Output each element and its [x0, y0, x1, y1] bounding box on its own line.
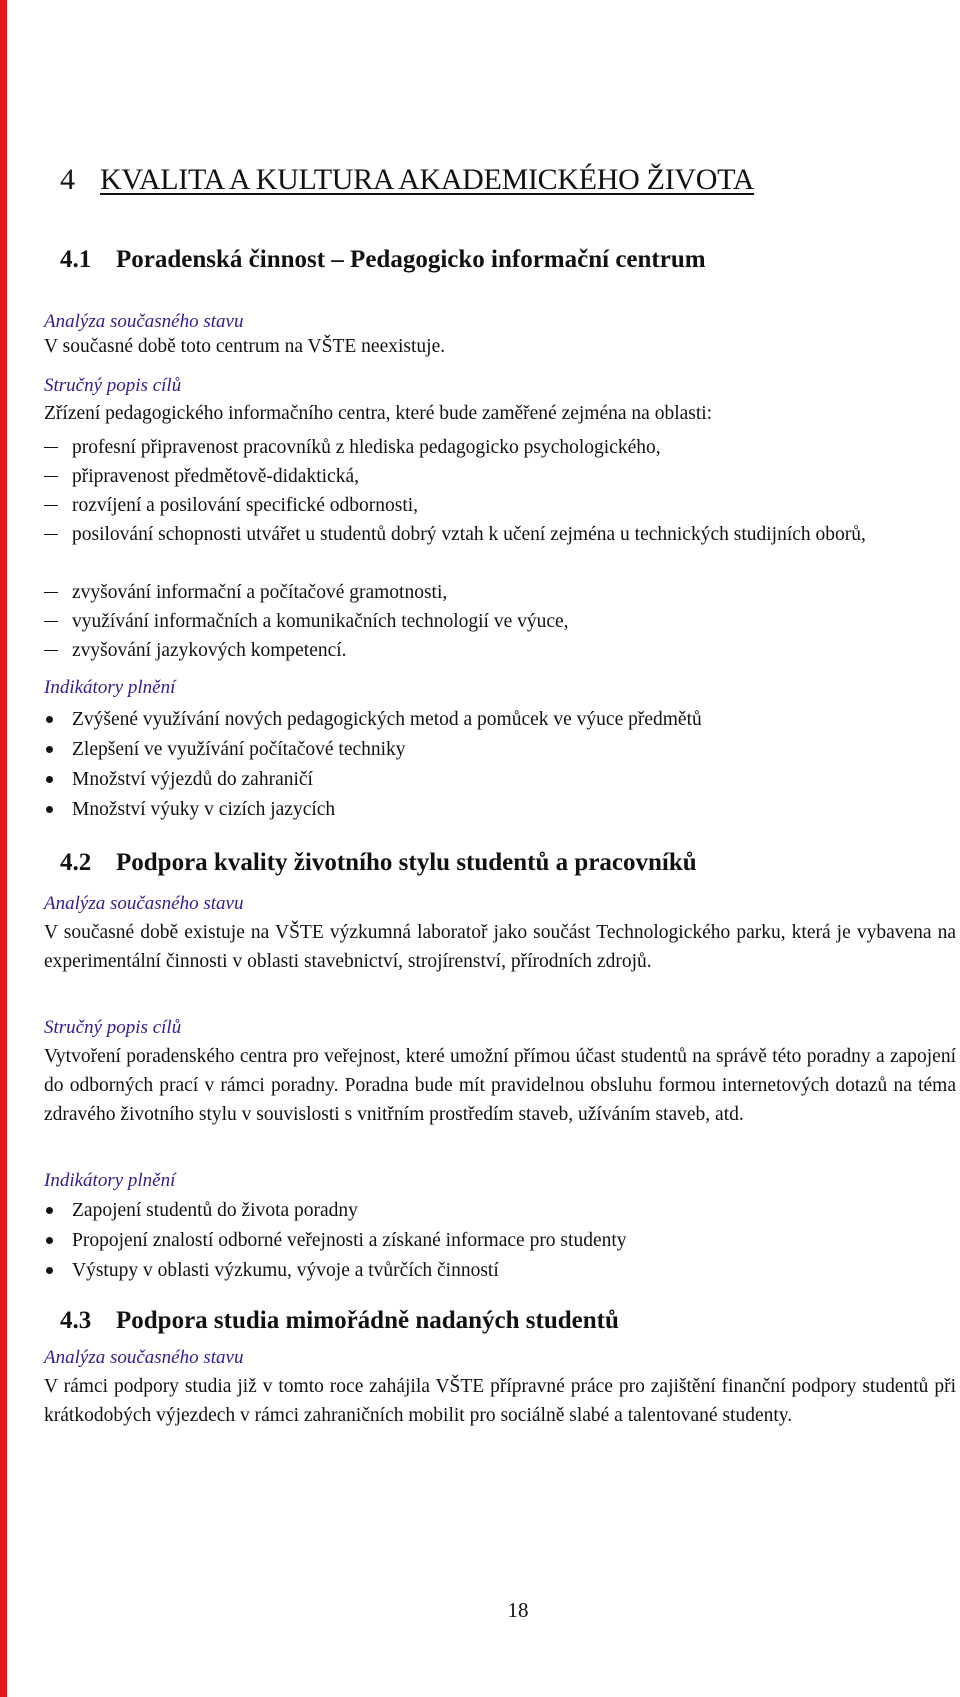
bullet-item: Výstupy v oblasti výzkumu, vývoje a tvůrčích činností	[44, 1256, 956, 1285]
analysis-text: V současné době toto centrum na VŠTE neexistuje.	[44, 336, 446, 357]
bullet-marker	[44, 1256, 72, 1285]
goals-label: Stručný popis cílů	[44, 375, 182, 396]
bullet-item: Zlepšení ve využívání počítačové techniky	[44, 735, 956, 764]
section-heading-4-3	[60, 1307, 619, 1335]
goals-label: Stručný popis cílů	[44, 1017, 182, 1038]
section-number: 4.1	[60, 246, 92, 273]
bullet-item: Množství výjezdů do zahraničí	[44, 765, 956, 794]
list-item: využívání informačních a komunikačních technologií ve výuce,	[44, 607, 956, 636]
section-title: Podpora kvality životního stylu studentů a pracovníků	[116, 849, 697, 876]
dash-marker	[44, 433, 72, 462]
indicators-label: Indikátory plnění	[44, 1170, 176, 1191]
dash-marker	[44, 462, 72, 491]
analysis-text: V rámci podpory studia již v tomto roce zahájila VŠTE přípravné práce pro zajištění finanční podpory studentů při krátkodobých výjezdech v rámci zahraničních mobilit pro sociálně slabé a talentované studenty.	[44, 1376, 956, 1426]
analysis-text: V současné době existuje na VŠTE výzkumná laboratoř jako součást Technologického parku, která je vybavena na experimentální činnosti v oblasti stavebnictví, strojírenství, přírodních zdrojů.	[44, 922, 956, 972]
goals-text: Vytvoření poradenského centra pro veřejnost, které umožní přímou účast studentů na správě této poradny a zapojení do odborných prací v rámci poradny. Poradna bude mít pravidelnou obsluhu formou internetových dotazů na téma zdravého životního stylu v souvislosti s vnitřním prostředím staveb, užíváním staveb, atd.	[44, 1046, 956, 1125]
chapter-title: KVALITA A KULTURA AKADEMICKÉHO ŽIVOTA	[100, 163, 755, 196]
section-heading-4-2	[60, 849, 697, 877]
chapter-heading	[60, 163, 754, 197]
section-number: 4.3	[60, 1307, 92, 1334]
section-number: 4.2	[60, 849, 92, 876]
dash-marker	[44, 607, 72, 636]
list-item: zvyšování jazykových kompetencí.	[44, 636, 956, 665]
list-item: profesní připravenost pracovníků z hlediska pedagogicko psychologického,	[44, 433, 956, 462]
chapter-number: 4	[60, 163, 75, 196]
bullet-item: Propojení znalostí odborné veřejnosti a získané informace pro studenty	[44, 1226, 956, 1255]
bullet-item: Zapojení studentů do života poradny	[44, 1196, 956, 1225]
dash-marker	[44, 520, 72, 549]
analysis-label: Analýza současného stavu	[44, 893, 244, 914]
bullet-item: Množství výuky v cizích jazycích	[44, 795, 956, 824]
indicators-label: Indikátory plnění	[44, 677, 176, 698]
analysis-label: Analýza současného stavu	[44, 311, 244, 332]
bullet-item: Zvýšené využívání nových pedagogických metod a pomůcek ve výuce předmětů	[44, 705, 956, 734]
goals-intro: Zřízení pedagogického informačního centra, které bude zaměřené zejména na oblasti:	[44, 403, 713, 424]
page-number: 18	[507, 1598, 529, 1622]
bullet-marker	[44, 1196, 72, 1225]
bullet-marker	[44, 1226, 72, 1255]
list-item: rozvíjení a posilování specifické odbornosti,	[44, 491, 956, 520]
analysis-label: Analýza současného stavu	[44, 1347, 244, 1368]
section-heading-4-1	[60, 246, 706, 274]
list-item: připravenost předmětově-didaktická,	[44, 462, 956, 491]
dash-marker	[44, 578, 72, 607]
bullet-marker	[44, 735, 72, 764]
margin-bar	[0, 0, 7, 1697]
bullet-marker	[44, 765, 72, 794]
section-title: Podpora studia mimořádně nadaných studentů	[116, 1307, 619, 1334]
list-item: zvyšování informační a počítačové gramotnosti,	[44, 578, 956, 607]
dash-marker	[44, 491, 72, 520]
dash-marker	[44, 636, 72, 665]
list-item: posilování schopnosti utvářet u studentů dobrý vztah k učení zejména u technických studijních oborů,	[44, 520, 956, 549]
bullet-marker	[44, 795, 72, 824]
section-title: Poradenská činnost – Pedagogicko informační centrum	[116, 246, 706, 273]
bullet-marker	[44, 705, 72, 734]
